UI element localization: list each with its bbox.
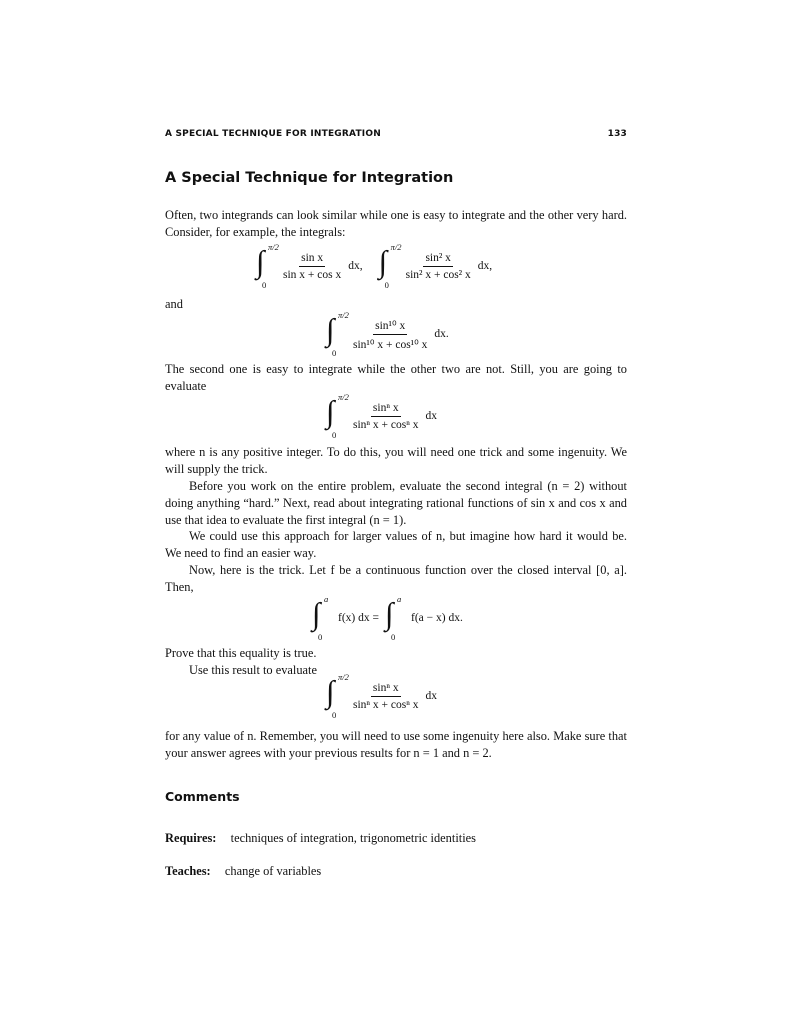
equation-identity: ∫ a 0 f(x) dx = ∫ a 0 f(a − x) dx. xyxy=(312,594,463,642)
integral-sign: ∫ π/2 0 xyxy=(326,310,349,358)
paragraph-before: Before you work on the entire problem, evaluate the second integral (n = 2) without doing anything “hard.” Next, read about integrating rational functions of sin x and cos x and use that idea to evaluate the first integral (n = 1). xyxy=(165,479,627,527)
paragraph-second-easy: The second one is easy to integrate while the other two are not. Still, you are going to evaluate xyxy=(165,362,627,393)
fraction: $\frac{\text{sin¹⁰ x}}{\text{sin¹⁰ x + cos¹⁰ x}}$ xyxy=(353,319,428,351)
teaches-label: Teaches: xyxy=(165,864,211,878)
integral-sign: ∫ a 0 xyxy=(384,594,402,642)
requires-label: Requires: xyxy=(165,831,217,845)
equation-integral-3: ∫ π/2 0 $\frac{\text{sin¹⁰ x}}{\text{sin¹⁰ x + cos¹⁰ x}}$ dx. xyxy=(326,310,449,358)
fraction: $\frac{\text{sin² x}}{\text{sin² x + cos² x}}$ xyxy=(405,251,471,281)
fraction: $\frac{\text{sin x}}{\text{sin x + cos x}}$ xyxy=(283,251,342,281)
integral-sign: ∫ a 0 xyxy=(312,594,329,642)
requires-value: techniques of integration, trigonometric identities xyxy=(230,831,476,845)
paragraph-remember: for any value of n. Remember, you will need to use some ingenuity here also. Make sure that your answer agrees with your previous results for n = 1 and n = 2. xyxy=(165,729,627,760)
paragraph-intro: Often, two integrands can look similar while one is easy to integrate and the other very hard. Consider, for example, the integrals: xyxy=(165,208,627,239)
comments-requires xyxy=(165,830,627,847)
running-title: A SPECIAL TECHNIQUE FOR INTEGRATION xyxy=(165,129,381,139)
integral-sign: ∫ π/2 0 xyxy=(378,242,402,290)
teaches-value: change of variables xyxy=(224,864,322,878)
integral-sign: ∫ π/2 0 xyxy=(326,672,349,720)
equation-integral-4: ∫ π/2 0 $\frac{\text{sinⁿ x}}{\text{sinⁿ x + cosⁿ x}}$ dx xyxy=(326,392,437,440)
paragraph-prove: Prove that this equality is true. xyxy=(165,646,317,660)
integral-sign: ∫ π/2 0 xyxy=(326,392,349,440)
equation-integral-6: ∫ π/2 0 $\frac{\text{sinⁿ x}}{\text{sinⁿ x + cosⁿ x}}$ dx xyxy=(326,672,437,720)
section-title: A Special Technique for Integration xyxy=(165,170,454,186)
paragraph-approach: We could use this approach for larger values of n, but imagine how hard it would be. We need to find an easier way. xyxy=(165,529,627,560)
comments-heading: Comments xyxy=(165,789,240,804)
fraction: $\frac{\text{sinⁿ x}}{\text{sinⁿ x + cosⁿ x}}$ xyxy=(353,401,419,431)
paragraph-trick: Now, here is the trick. Let f be a continuous function over the closed interval [0, a]. Then, xyxy=(165,563,627,594)
running-header xyxy=(165,129,627,139)
fraction: $\frac{\text{sinⁿ x}}{\text{sinⁿ x + cosⁿ x}}$ xyxy=(353,681,419,711)
page-number: 133 xyxy=(607,129,627,139)
paragraph-where-n: where n is any positive integer. To do this, you will need one trick and some ingenuity. We will supply the trick. xyxy=(165,445,627,476)
paragraph-and: and xyxy=(165,297,183,311)
equation-integrals-1-2: ∫ π/2 0 $\frac{\text{sin x}}{\text{sin x + cos x}}$ dx, ∫ π/2 0 $\frac{\text{sin² x}}{\text{sin² x + cos² x}}$ dx, xyxy=(256,242,493,290)
comments-teaches xyxy=(165,863,627,880)
integral-sign: ∫ π/2 0 xyxy=(256,242,279,290)
paragraph-use-result: Use this result to evaluate xyxy=(189,663,318,677)
